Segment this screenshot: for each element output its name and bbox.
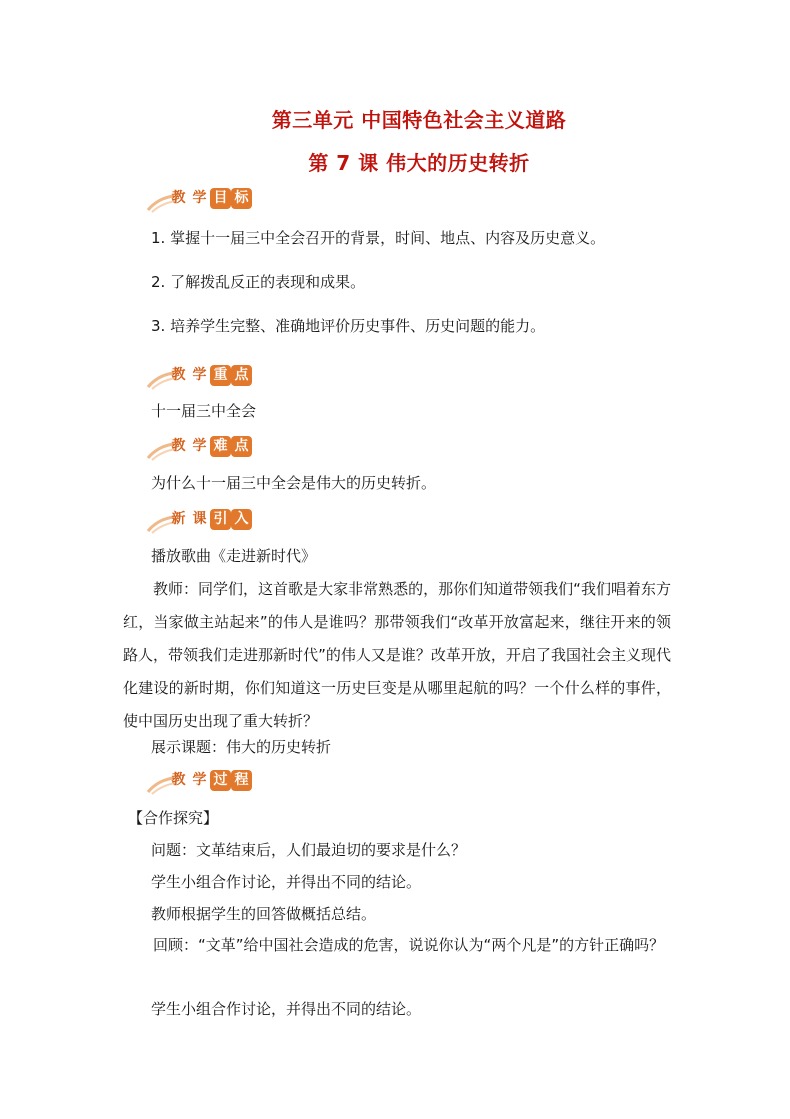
badge-char: 标 <box>231 188 252 209</box>
process-discussion: 学生小组合作讨论，并得出不同的结论。 <box>151 873 422 891</box>
goal-item: 3. 培养学生完整、准确地评价历史事件、历史问题的能力。 <box>151 317 546 335</box>
section-badge-key-point <box>146 361 256 391</box>
badge-char: 课 <box>192 511 207 527</box>
badge-char: 学 <box>192 438 207 454</box>
process-heading: 【合作探究】 <box>128 809 219 827</box>
intro-topic: 展示课题：伟大的历史转折 <box>151 738 332 756</box>
badge-char: 教 <box>171 367 186 383</box>
badge-char: 新 <box>171 511 186 527</box>
badge-char: 难 <box>210 436 231 457</box>
unit-title: 第三单元 中国特色社会主义道路 <box>271 108 567 132</box>
badge-char: 过 <box>210 770 231 791</box>
section-badge-process <box>146 766 256 796</box>
badge-char: 重 <box>210 365 231 386</box>
key-point-text: 十一届三中全会 <box>151 402 257 420</box>
section-badge-intro <box>146 505 256 535</box>
badge-char: 点 <box>231 436 252 457</box>
badge-char: 目 <box>210 188 231 209</box>
badge-char: 入 <box>231 509 252 530</box>
intro-song: 播放歌曲《走进新时代》 <box>151 547 317 565</box>
goal-item: 2. 了解拨乱反正的表现和成果。 <box>151 273 366 291</box>
section-badge-goals <box>146 184 256 214</box>
section-badge-difficulty <box>146 432 256 462</box>
process-summary: 教师根据学生的回答做概括总结。 <box>151 905 377 923</box>
badge-char: 学 <box>192 190 207 206</box>
process-review: 回顾：“文革”给中国社会造成的危害，说说你认为“两个凡是”的方针正确吗？ <box>153 936 665 954</box>
lesson-title: 第 7 课 伟大的历史转折 <box>308 151 530 175</box>
badge-char: 引 <box>210 509 231 530</box>
difficulty-text: 为什么十一届三中全会是伟大的历史转折。 <box>151 474 437 492</box>
badge-char: 学 <box>192 772 207 788</box>
badge-char: 教 <box>171 772 186 788</box>
badge-char: 学 <box>192 367 207 383</box>
badge-char: 教 <box>171 438 186 454</box>
intro-teacher-paragraph: 教师：同学们，这首歌是大家非常熟悉的，那你们知道带领我们“我们唱着东方红，当家做主站起来”的伟人是谁吗？那带领我们“改革开放富起来，继往开来的领路人，带领我们走进那新时代”的伟人又是谁？改革开放，开启了我国社会主义现代化建设的新时期，你们知道这一历史巨变是从哪里起航的吗？一个什么样的事件，使中国历史出现了重大转折？ <box>123 580 671 730</box>
badge-char: 教 <box>171 190 186 206</box>
process-question: 问题：文革结束后，人们最迫切的要求是什么？ <box>151 841 467 859</box>
badge-char: 程 <box>231 770 252 791</box>
goal-item: 1. 掌握十一届三中全会召开的背景，时间、地点、内容及历史意义。 <box>151 229 606 247</box>
badge-char: 点 <box>231 365 252 386</box>
process-discussion: 学生小组合作讨论，并得出不同的结论。 <box>151 1000 422 1018</box>
